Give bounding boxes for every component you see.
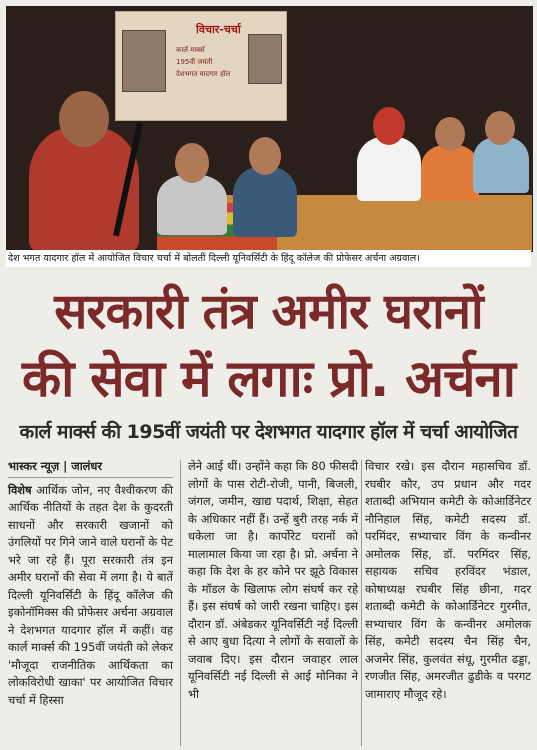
speaker-head	[59, 91, 109, 147]
headline-line-1: सरकारी तंत्र अमीर घरानों	[54, 283, 483, 340]
panelist-1-head	[175, 143, 209, 183]
panelist-5-head	[485, 111, 515, 145]
subheadline: कार्ल मार्क्स की 195वीं जयंती पर देशभगत यादगार हॉल में चर्चा आयोजित	[19, 421, 518, 443]
banner-title: विचार-चर्चा	[196, 23, 241, 36]
column-3-text: विचार रखे। इस दौरान महासचिव डॉ. रघबीर कौर, उप प्रधान और गदर शताब्दी अभियान कमेटी के कोआर्डिनेटर नौनिहाल सिंह, कमेटी सदस्य डॉ. परमिंदर, सभ्याचार विंग के कन्वीनर अमोलक सिंह, डॉ. परमिंदर सिंह, सहायक सचिव हरविंदर भंडाल, कोषाध्यक्ष रघबीर सिंह छीना, गदर शताब्दी कमेटी के कोआर्डिनेटर गुरमीत, सभ्याचार विंग के कन्वीनर अमोलक सिंह, कमेटी सदस्य चैन सिंह चैन, अजमेर सिंह, कुलवंत संधू, गुरमीत ढड्डा, रणजीत सिंह, अमरजीत ढुडीके व परगट जामाराए मौजूद रहे।	[365, 459, 531, 701]
banner-line-3: देशभगत यादगार हॉल	[176, 70, 231, 78]
banner-portrait-marx	[122, 30, 166, 92]
article-column-3	[365, 458, 531, 703]
event-banner	[115, 11, 287, 121]
panelist-2	[233, 167, 297, 237]
photo-caption: देश भगत यादगार हॉल में आयोजित विचार चर्चा में बोलतीं दिल्ली यूनिवर्सिटी के हिंदू कॉलेज की प्रोफेसर अर्चना अग्रवाल।	[6, 250, 531, 267]
news-photo	[6, 6, 533, 252]
dateline: भास्कर न्यूज़ | जालंधर	[8, 458, 173, 478]
column-2-text: लेने आई थीं। उन्होंने कहा कि 80 फीसदी लोगों के पास रोटी-रोजी, पानी, बिजली, जंगल, जमीन, खाद्य पदार्थ, शिक्षा, सेहत के अधिकार नहीं हैं। उन्हें बुरी तरह नर्क में धकेला जा है। कार्पोरेट घरानों को मालामाल किया जा रहा है। प्रो. अर्चना ने कहा कि देश के हर कोने पर झूठे विकास के मॉडल के खिलाफ लोग संघर्ष कर रहे हैं। इस संघर्ष को जारी रखना चाहिए। इस दौरान डॉ. अंबेडकर यूनिवर्सिटी नई दिल्ली से आए बुधा दित्या ने लोगों के सवालों के जवाब दिए। इस दौरान जवाहर लाल यूनिवर्सिटी नई दिल्ली से आई मोनिका ने भी	[188, 459, 358, 701]
banner-line-2: 195वीं जयंती	[176, 58, 213, 66]
panelist-4-head	[435, 117, 465, 151]
panelist-3	[357, 137, 421, 201]
column-divider-2	[361, 460, 362, 746]
panelist-3-turban	[373, 107, 405, 145]
headline-line-2: की सेवा में लगाः प्रो. अर्चना	[22, 350, 515, 409]
article-column-2	[188, 458, 358, 703]
article-column-1	[8, 458, 173, 709]
panelist-4	[421, 145, 479, 201]
panelist-1	[157, 175, 227, 235]
panelist-2-head	[249, 137, 281, 175]
panelist-5	[473, 137, 529, 193]
banner-line-1: कार्ल मार्क्स	[176, 46, 205, 54]
column-1-text: आर्थिक जोन, नए वैश्वीकरण की आर्थिक नीतियों के तहत देश के कुदरती साधनों और सरकारी खजानों को उंगलियों पर गिने जाने वाले घरानों के पेट भरे जा रहे हैं। पूरा सरकारी तंत्र इन अमीर घरानों की सेवा में लगा है। ये बातें दिल्ली यूनिवर्सिटी के हिंदू कॉलेज की इकोनॉमिक्स की प्रोफेसर अर्चना अग्रवाल ने देशभगत यादगार हॉल में कहीं। वह कार्ल मार्क्स की 195वीं जयंती को लेकर 'मौजूदा राजनीतिक आर्थिकता का लोकविरोधी खाका' पर आयोजित विचार चर्चा में हिस्सा	[8, 482, 173, 707]
lead-word: विशेष	[8, 482, 32, 497]
column-divider-1	[180, 460, 181, 746]
banner-portrait-right	[248, 34, 282, 84]
